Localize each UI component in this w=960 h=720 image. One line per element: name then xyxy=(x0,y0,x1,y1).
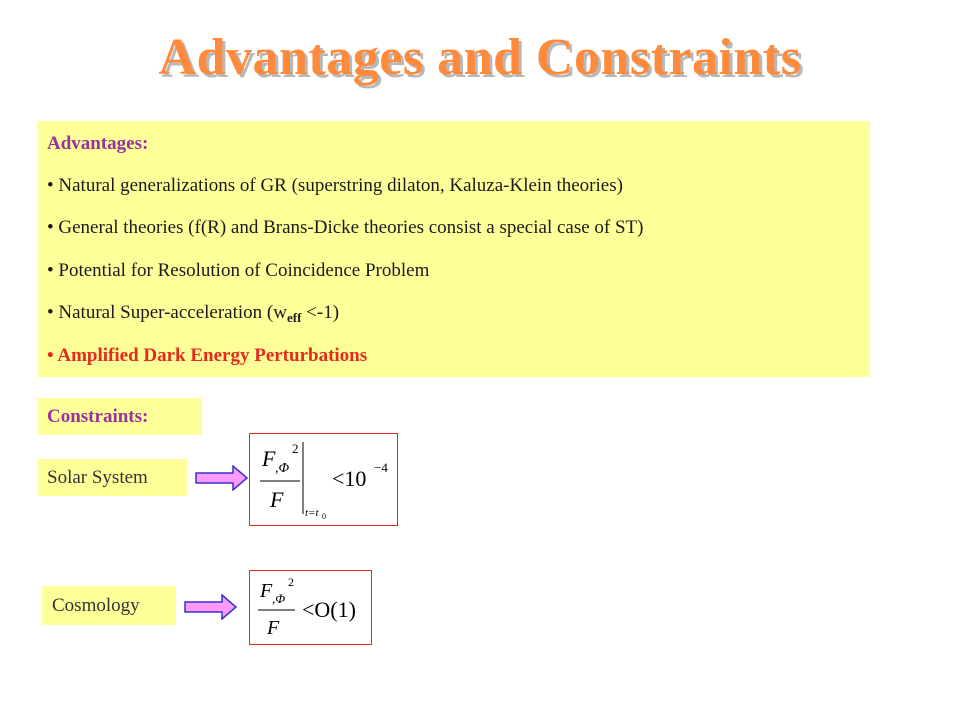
advantage-text: • Natural Super-acceleration (w xyxy=(47,302,287,323)
formula1-num-sub: ,Φ xyxy=(275,461,290,476)
formula2-num-sub: ,Φ xyxy=(272,591,286,606)
formula1-rhs-exp: −4 xyxy=(374,460,388,475)
formula2-num-base: F xyxy=(260,580,273,602)
advantage-item-highlight: • Amplified Dark Energy Perturbations xyxy=(47,345,368,366)
page-title: Advantages and Constraints xyxy=(158,29,802,86)
formula1-num-base: F xyxy=(262,446,276,471)
advantage-item: • Natural generalizations of GR (superstring dilaton, Kaluza-Klein theories) xyxy=(47,175,623,196)
advantage-text-tail: <-1) xyxy=(301,302,340,323)
solar-system-label: Solar System xyxy=(37,459,187,496)
advantage-item: • Potential for Resolution of Coincidence Problem xyxy=(47,260,430,281)
formula1-num-sup: 2 xyxy=(292,441,299,456)
subscript-eff: eff xyxy=(286,310,302,325)
formula2-rhs: <O(1) xyxy=(302,597,356,622)
formula1-den: F xyxy=(270,487,284,512)
advantages-box xyxy=(37,121,870,377)
right-arrow-icon xyxy=(184,594,238,620)
formula2-den: F xyxy=(267,617,280,639)
cosmology-label: Cosmology xyxy=(42,586,176,625)
solar-system-formula xyxy=(249,433,398,526)
cosmology-formula xyxy=(249,570,372,645)
advantages-heading: Advantages: xyxy=(47,133,149,154)
advantage-item xyxy=(47,302,339,326)
formula2-num-sup: 2 xyxy=(288,575,294,589)
formula1-eval-at: t=t xyxy=(305,507,319,519)
formula1-rhs: <10 xyxy=(332,466,367,491)
advantage-item: • General theories (f(R) and Brans-Dicke theories consist a special case of ST) xyxy=(47,217,644,238)
constraints-heading: Constraints: xyxy=(37,398,202,435)
formula1-eval-sub: 0 xyxy=(322,512,326,521)
right-arrow-icon xyxy=(195,465,249,491)
